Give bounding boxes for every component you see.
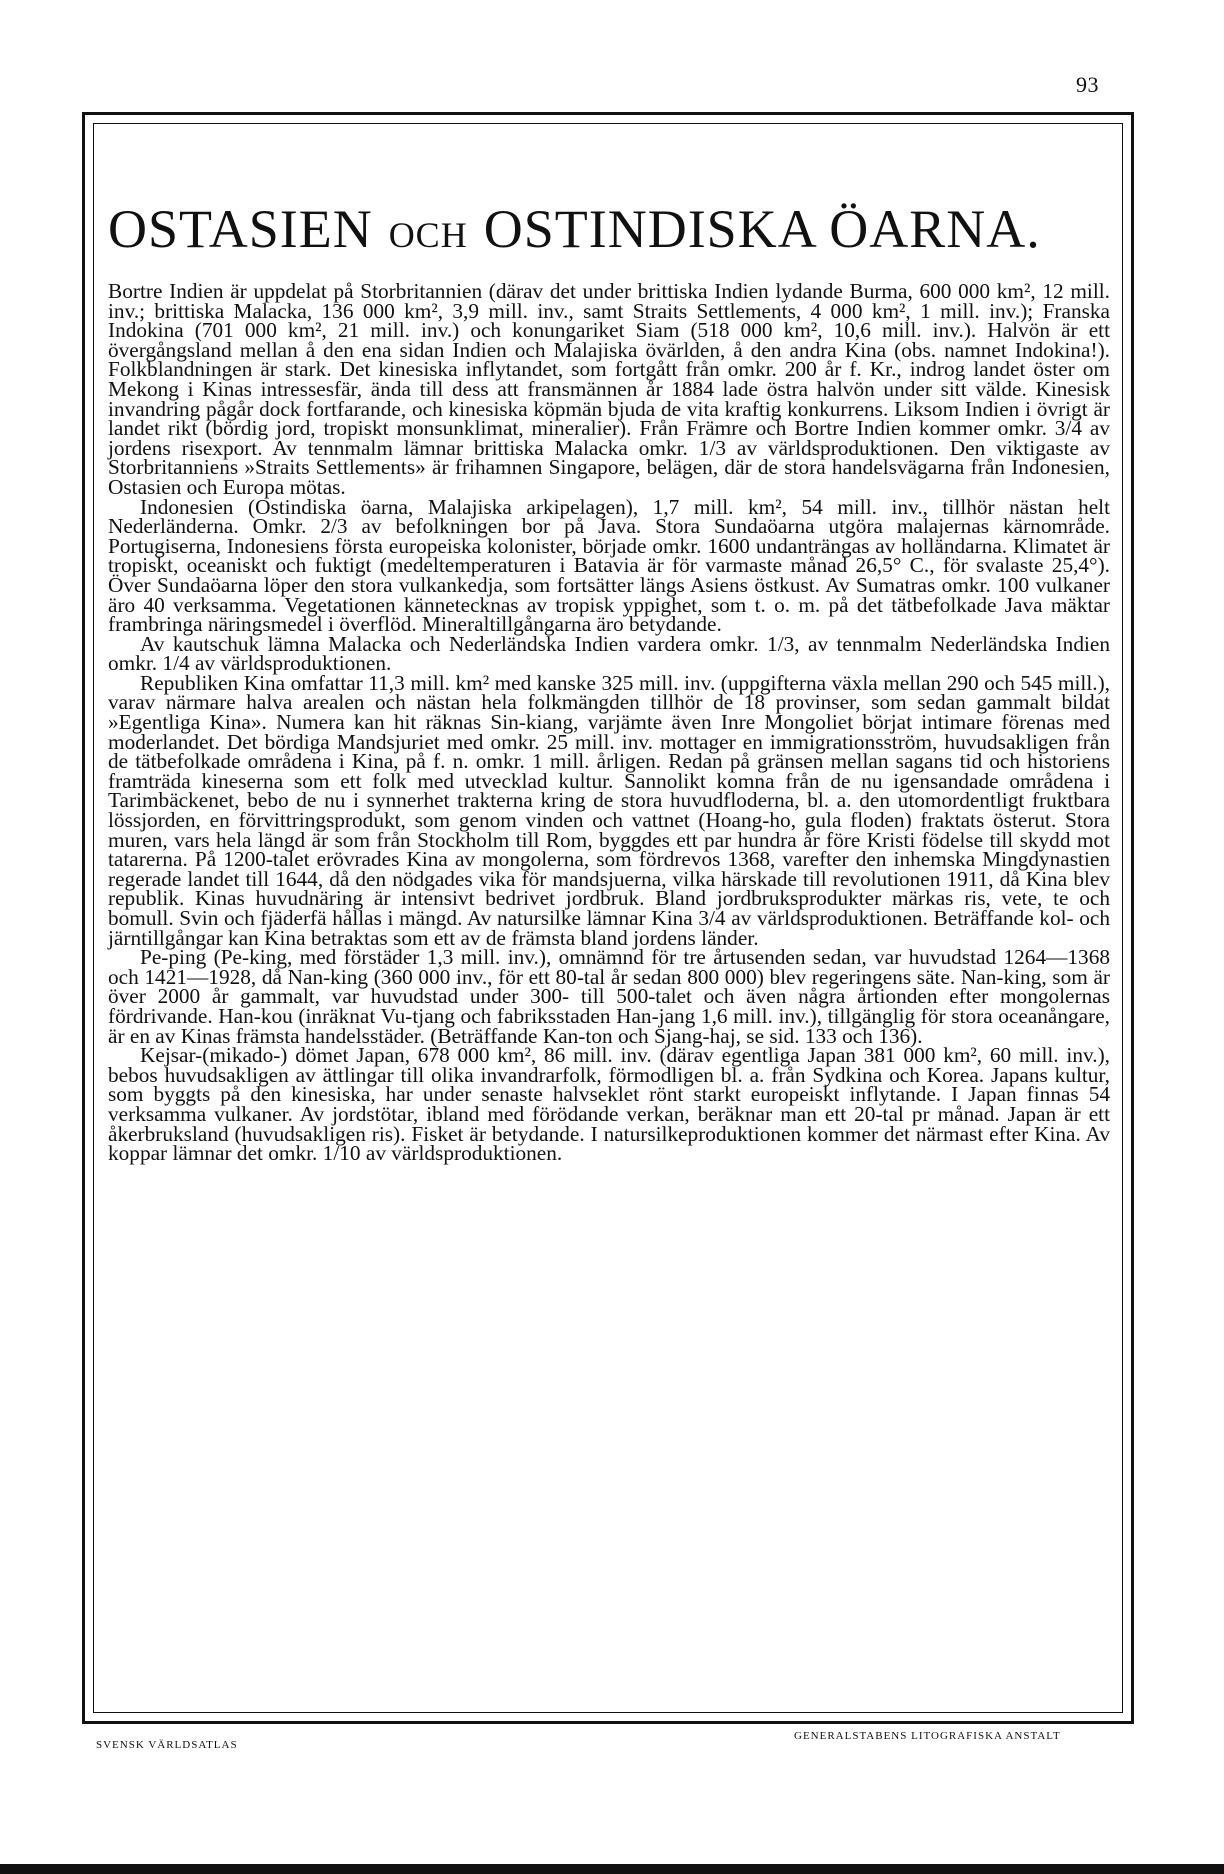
paragraph-pe-ping: Pe-ping (Pe-king, med förstäder 1,3 mill. inv.), omnämnd för tre årtusenden sedan, var huvudstad 1264—1368 och 1421—1928, då Nan-king (360 000 inv., för ett 80-tal år sedan 800 000) blev regeringens säte. Nan-king, som är över 2000 år gammalt, var huvudstad under 300- till 500-talet och även några årtionden efter mongolernas fördrivande. Han-kou (inräknat Vu-tjang och fabriksstaden Han-jang 1,6 mill. inv.), tillgänglig för stora oceanångare, är en av Kinas främsta handelsstäder. (Beträffande Kan-ton och Sjang-haj, se sid. 133 och 136).	[108, 945, 1110, 1048]
paragraph-japan: Kejsar-(mikado-) dömet Japan, 678 000 km², 86 mill. inv. (därav egentliga Japan 381 000 km², 60 mill. inv.), bebos huvudsakligen av ättlingar till olika invandrarfolk, förmodligen bl. a. från Sydkina och Korea. Japans kultur, som byggts på den kinesiska, har under senaste halvseklet rönt starkt europeiskt inflytande. I Japan finnas 54 verksamma vulkaner. Av jordstötar, ibland med förödande verkan, beräknar man ett 20-tal pr månad. Japan är ett åkerbruksland (huvudsakligen ris). Fisket är betydande. I natursilkeproduktionen kommer det närmast efter Kina. Av koppar lämnar det omkr. 1/10 av världsproduktionen.	[108, 1043, 1110, 1166]
bottom-edge-bar	[0, 1864, 1224, 1874]
title-connector: OCH	[388, 215, 468, 255]
title-part-1: OSTASIEN	[108, 199, 373, 259]
paragraph-kina: Republiken Kina omfattar 11,3 mill. km² med kanske 325 mill. inv. (uppgifterna växla mellan 290 och 545 mill.), varav närmare halva arealen och nästan hela folkmängden tillhör de 18 provinser, som sedan gammalt bildat »Egentliga Kina». Numera kan hit räknas Sin-kiang, varjämte även Inre Mongoliet börjat intimare förenas med moderlandet. Det bördiga Mandsjuriet med omkr. 25 mill. inv. mottager en immigrationsström, huvudsakligen från de tätbefolkade områdena i Kina, på f. n. omkr. 1 mill. årligen. Redan på gränsen mellan sagans tid och historiens framträda kineserna som ett folk med utvecklad kultur. Sannolikt komna från de nu igensandade områdena i Tarimbäckenet, bebo de nu i synnerhet trakterna kring de stora huvudfloderna, bl. a. den utomordentligt fruktbara lössjorden, en förvittringsprodukt, som genom vinden och vattnet (Hoang-ho, gula floden) fraktats österut. Stora muren, vars hela längd är som från Stockholm till Rom, byggdes ett par hundra år före Kristi födelse till skydd mot tatarerna. På 1200-talet erövrades Kina av mongolerna, som fördrevos 1368, varefter den inhemska Mingdynastien regerade landet till 1644, då den nödgades vika för mandsjuerna, vilka härskade till revolutionen 1911, då Kina blev republik. Kinas huvudnäring är intensivt bedrivet jordbruk. Bland jordbruksprodukter märkas ris, vete, te och bomull. Svin och fjäderfä hållas i mängd. Av natursilke lämnar Kina 3/4 av världsproduktionen. Beträffande kol- och järntillgångar kan Kina betraktas som ett av de främsta bland jordens länder.	[108, 670, 1110, 950]
footer-publisher: SVENSK VÄRLDSATLAS	[96, 1739, 238, 1751]
footer-printer: GENERALSTABENS LITOGRAFISKA ANSTALT	[794, 1730, 1061, 1742]
paragraph-bortre-indien: Bortre Indien är uppdelat på Storbritannien (därav det under brittiska Indien lydande Burma, 600 000 km², 12 mill. inv.; brittiska Malacka, 136 000 km², 3,9 mill. inv., samt Straits Settlements, 4 000 km², 1 mill. inv.); Franska Indokina (701 000 km², 21 mill. inv.) och konungariket Siam (518 000 km², 10,6 mill. inv.). Halvön är ett övergångsland mellan å den ena sidan Indien och Malajiska övärlden, å den andra Kina (obs. namnet Indokina!). Folkblandningen är stark. Det kinesiska inflytandet, som fortgått från omkr. 200 år f. Kr., indrog landet öster om Mekong i Kinas intressesfär, ända till dess att fransmännen år 1884 lade östra halvön under sitt välde. Kinesisk invandring pågår dock fortfarande, och kinesiska köpmän bjuda de vita kraftig konkurrens. Liksom Indien i övrigt är landet rikt (bördig jord, tropiskt monsunklimat, mineralier). Från Främre och Bortre Indien kommer omkr. 3/4 av jordens risexport. Av tennmalm lämnar brittiska Malacka omkr. 1/3 av världsproduktionen. Den viktigaste av Storbritanniens »Straits Settlements» är frihamnen Singapore, belägen, där de stora handelsvägarna från Indonesien, Ostasien och Europa mötas.	[108, 279, 1110, 499]
paragraph-indonesien: Indonesien (Ostindiska öarna, Malajiska arkipelagen), 1,7 mill. km², 54 mill. inv., tillhör nästan helt Nederländerna. Omkr. 2/3 av befolkningen bor på Java. Stora Sundaöarna utgöra malajernas kärnområde. Portugiserna, Indonesiens första europeiska kolonister, började omkr. 1600 undanträngas av holländarna. Klimatet är tropiskt, oceaniskt och fuktigt (medeltemperaturen i Batavia är för varmaste månad 26,5° C., för svalaste 25,4°). Över Sundaöarna löper den stora vulkankedja, som fortsätter längs Asiens östkust. Av Sumatras omkr. 100 vulkaner äro 40 verksamma. Vegetationen kännetecknas av tropisk yppighet, som t. o. m. på det tätbefolkade Java mäktar frambringa näringsmedel i överflöd. Mineraltillgångarna äro betydande.	[108, 494, 1110, 637]
body-text	[108, 279, 1110, 1166]
page-number: 93	[1076, 72, 1099, 97]
paragraph-kautschuk: Av kautschuk lämna Malacka och Nederländska Indien vardera omkr. 1/3, av tennmalm Nederländska Indien omkr. 1/4 av världsproduktionen.	[108, 631, 1110, 676]
page-title	[108, 198, 1128, 260]
title-part-2: OSTINDISKA ÖARNA.	[483, 199, 1041, 259]
